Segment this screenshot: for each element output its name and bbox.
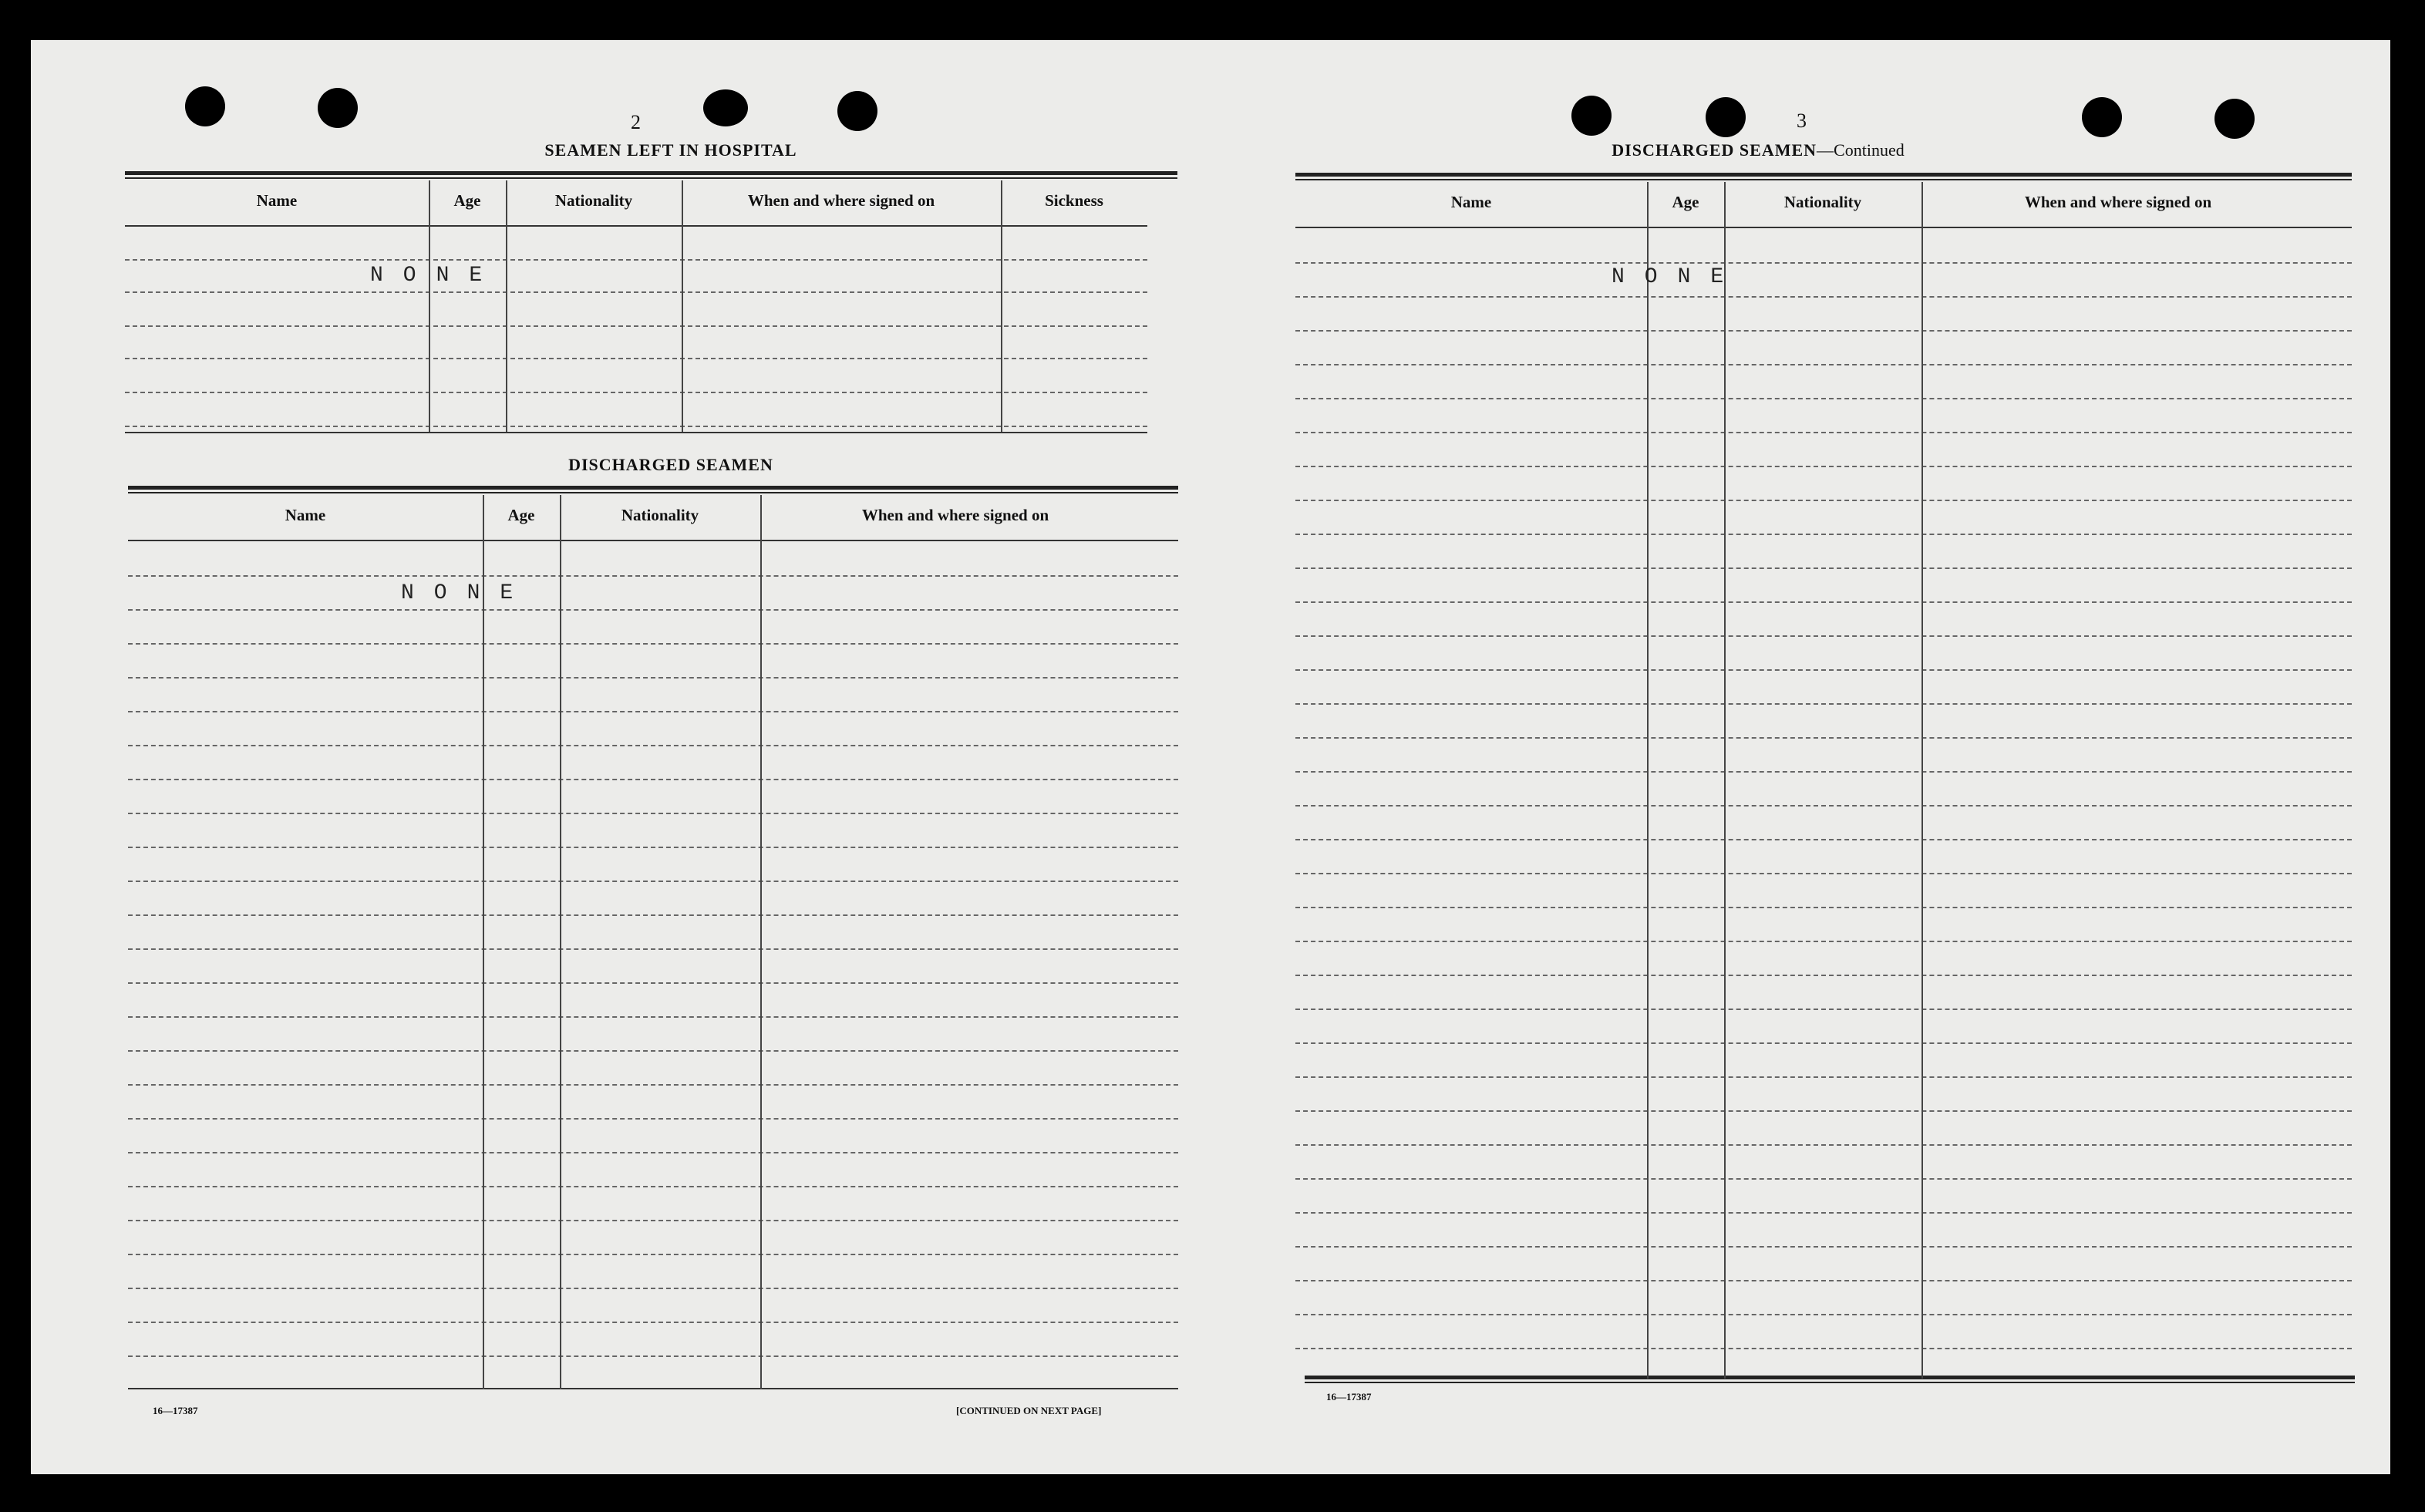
ruled-line xyxy=(1295,703,2352,705)
ruled-line xyxy=(128,914,1178,916)
ruled-line xyxy=(1295,907,2352,908)
right-col-signed-on: When and where signed on xyxy=(2024,193,2212,211)
ruled-line xyxy=(1295,262,2352,264)
ruled-line xyxy=(128,1016,1178,1018)
punch-hole xyxy=(2214,99,2255,139)
punch-hole xyxy=(2082,97,2122,137)
discharged-col-age: Age xyxy=(507,506,535,524)
discharged-col-nationality: Nationality xyxy=(621,506,699,524)
discharged-col-divider xyxy=(760,495,762,1389)
ruled-line xyxy=(1295,771,2352,773)
ruled-line xyxy=(1295,534,2352,535)
hospital-header-rule xyxy=(125,225,1147,227)
right-col-divider xyxy=(1724,182,1726,1379)
form-number-left: 16—17387 xyxy=(153,1405,198,1416)
right-col-nationality: Nationality xyxy=(1783,193,1862,211)
ruled-line xyxy=(128,575,1178,577)
ruled-line xyxy=(1295,635,2352,637)
ruled-line xyxy=(1295,364,2352,365)
ruled-line xyxy=(1295,1314,2352,1315)
ruled-line xyxy=(128,1254,1178,1255)
discharged-col-divider xyxy=(560,495,561,1389)
ruled-line xyxy=(128,677,1178,679)
hospital-col-divider xyxy=(1001,180,1002,432)
page-number-right: 3 xyxy=(1797,109,1807,132)
ruled-line xyxy=(1295,1042,2352,1044)
ruled-line xyxy=(1295,567,2352,569)
discharged-top-rule xyxy=(128,486,1178,493)
ruled-line xyxy=(1295,1009,2352,1010)
ruled-line xyxy=(128,1186,1178,1187)
right-title-suffix: —Continued xyxy=(1817,140,1905,160)
right-header-rule xyxy=(1295,227,2352,228)
ruled-line xyxy=(1295,805,2352,807)
ruled-line xyxy=(128,1355,1178,1357)
right-none-entry: NONE xyxy=(1612,265,1744,289)
ruled-line xyxy=(128,1220,1178,1221)
ruled-line xyxy=(1295,432,2352,433)
ruled-line xyxy=(1295,296,2352,298)
ruled-line xyxy=(128,1152,1178,1153)
punch-hole xyxy=(837,91,877,131)
ruled-line xyxy=(128,711,1178,712)
continued-note: [CONTINUED ON NEXT PAGE] xyxy=(956,1405,1102,1416)
discharged-col-signed-on: When and where signed on xyxy=(861,506,1049,524)
hospital-bottom-rule xyxy=(125,432,1147,433)
hospital-col-divider xyxy=(682,180,683,432)
hospital-col-nationality: Nationality xyxy=(554,191,633,210)
ruled-line xyxy=(1295,1246,2352,1248)
right-col-age: Age xyxy=(1672,193,1699,211)
right-bottom-rule xyxy=(1305,1376,2355,1383)
hospital-top-rule xyxy=(125,171,1177,179)
ruled-line xyxy=(128,881,1178,882)
discharged-bottom-rule xyxy=(128,1388,1178,1389)
discharged-none-entry: NONE xyxy=(401,581,534,605)
punch-hole xyxy=(318,88,358,128)
hospital-col-name: Name xyxy=(256,191,298,210)
ruled-line xyxy=(1295,975,2352,976)
ruled-line xyxy=(1295,1110,2352,1112)
hospital-none-entry: NONE xyxy=(370,264,503,288)
ruled-line xyxy=(1295,500,2352,501)
discharged-section-title: DISCHARGED SEAMEN xyxy=(568,455,773,474)
hospital-col-divider xyxy=(429,180,430,432)
right-col-divider xyxy=(1647,182,1649,1379)
ruled-line xyxy=(1295,873,2352,874)
ruled-line xyxy=(1295,1144,2352,1146)
ruled-line xyxy=(128,1288,1178,1289)
ruled-line xyxy=(128,745,1178,746)
ruled-line xyxy=(128,779,1178,780)
ruled-line xyxy=(128,609,1178,611)
hospital-section-title: SEAMEN LEFT IN HOSPITAL xyxy=(544,140,797,160)
ruled-line xyxy=(1295,1348,2352,1349)
ruled-line xyxy=(1295,1280,2352,1281)
discharged-col-divider xyxy=(483,495,484,1389)
ruled-line xyxy=(125,291,1147,293)
discharged-col-name: Name xyxy=(285,506,326,524)
ruled-line xyxy=(128,982,1178,984)
ruled-line xyxy=(128,1050,1178,1052)
right-section-title xyxy=(1496,140,2020,160)
ruled-line xyxy=(128,847,1178,848)
ruled-line xyxy=(1295,1178,2352,1180)
ruled-line xyxy=(125,259,1147,261)
ruled-line xyxy=(1295,669,2352,671)
hospital-col-signed-on: When and where signed on xyxy=(747,191,935,210)
ruled-line xyxy=(1295,839,2352,840)
form-number-right: 16—17387 xyxy=(1326,1391,1372,1403)
ruled-line xyxy=(128,643,1178,645)
hospital-col-age: Age xyxy=(453,191,481,210)
right-col-divider xyxy=(1921,182,1923,1379)
form-sheet xyxy=(31,40,2390,1474)
right-title-main: DISCHARGED SEAMEN xyxy=(1612,140,1817,160)
ruled-line xyxy=(1295,1076,2352,1078)
punch-hole xyxy=(1571,96,1612,136)
ruled-line xyxy=(1295,398,2352,399)
punch-hole xyxy=(1706,97,1746,137)
ruled-line xyxy=(1295,466,2352,467)
punch-hole xyxy=(185,86,225,126)
right-top-rule xyxy=(1295,173,2352,180)
page-number-left: 2 xyxy=(631,111,641,133)
ruled-line xyxy=(1295,1212,2352,1214)
ruled-line xyxy=(125,325,1147,327)
ruled-line xyxy=(125,426,1147,427)
ruled-line xyxy=(1295,601,2352,603)
punch-hole xyxy=(703,89,748,126)
right-col-name: Name xyxy=(1450,193,1492,211)
hospital-col-divider xyxy=(506,180,507,432)
discharged-header-rule xyxy=(128,540,1178,541)
ruled-line xyxy=(128,1322,1178,1323)
hospital-col-sickness: Sickness xyxy=(1045,191,1103,210)
ruled-line xyxy=(128,1118,1178,1120)
ruled-line xyxy=(1295,330,2352,332)
ruled-line xyxy=(128,813,1178,814)
ruled-line xyxy=(128,948,1178,950)
ruled-line xyxy=(1295,737,2352,739)
ruled-line xyxy=(1295,941,2352,942)
ruled-line xyxy=(125,358,1147,359)
ruled-line xyxy=(128,1084,1178,1086)
ruled-line xyxy=(125,392,1147,393)
